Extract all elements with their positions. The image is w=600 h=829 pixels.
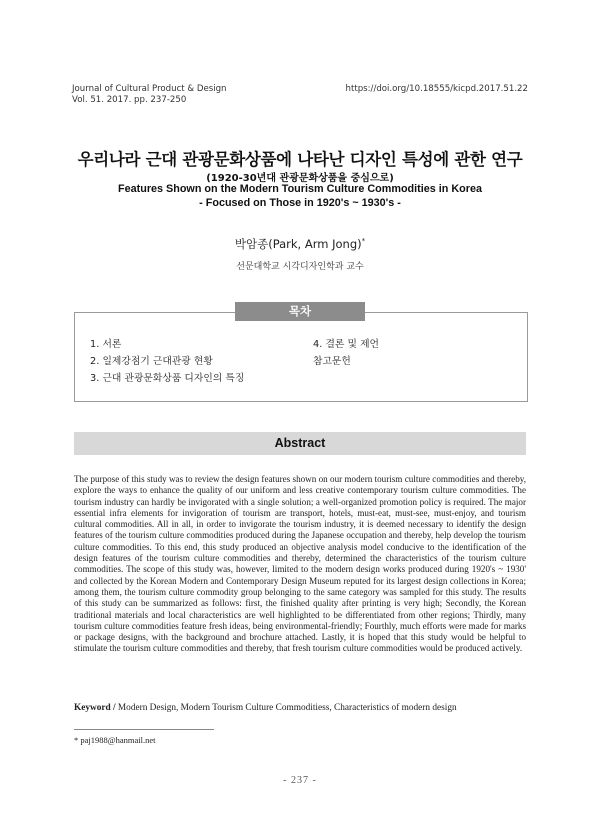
- journal-volume: Vol. 51. 2017. pp. 237-250: [72, 95, 187, 105]
- toc-left-column: [90, 336, 244, 387]
- footnote-divider: [74, 729, 214, 730]
- author-footnote-mark: *: [361, 237, 366, 246]
- journal-citation: [72, 84, 227, 106]
- paper-title-english: [0, 182, 600, 210]
- toc-heading: 목차: [235, 302, 365, 321]
- footnote-email: * paj1988@hanmail.net: [74, 735, 156, 745]
- english-title-line1: Features Shown on the Modern Tourism Culture Commodities in Korea: [118, 183, 482, 195]
- toc-item: 2. 일제강점기 근대관광 현황: [90, 356, 213, 367]
- toc-right-column: [313, 336, 379, 370]
- toc-item: 3. 근대 관광문화상품 디자인의 특징: [90, 373, 245, 384]
- toc-item: 4. 결론 및 제언: [313, 339, 380, 350]
- author-name: 박암종(Park, Arm Jong): [234, 237, 362, 251]
- paper-subtitle-korean: (1920-30년대 관광문화상품을 중심으로): [206, 173, 394, 184]
- abstract-heading: Abstract: [74, 432, 526, 455]
- page-number: - 237 -: [283, 775, 317, 786]
- english-title-line2: - Focused on Those in 1920's ~ 1930's -: [199, 197, 401, 209]
- keywords: [74, 703, 534, 713]
- keyword-text: Modern Design, Modern Tourism Culture Commoditiess, Characteristics of modern design: [115, 703, 457, 713]
- paper-title-korean: 우리나라 근대 관광문화상품에 나타난 디자인 특성에 관한 연구: [77, 150, 523, 169]
- doi-link[interactable]: https://doi.org/10.18555/kicpd.2017.51.22: [345, 84, 528, 94]
- author-affiliation: 선문대학교 시각디자인학과 교수: [236, 262, 364, 272]
- author: [0, 236, 600, 252]
- keyword-label: Keyword /: [74, 703, 116, 713]
- toc-item: 참고문헌: [313, 356, 351, 367]
- toc-item: 1. 서론: [90, 339, 122, 350]
- abstract-body: The purpose of this study was to review the design features shown on our modern tourism culture commodities and thereby, explore the ways to enhance the quality of our uniform and less creative contemporary tourism culture commodities. The tourism industry can hardly be invigorated with a single solution; a well-organized promotion policy is required. The major essential infra elements for invigoration of tourism are transport, hotels, must-eat, must-see, must-enjoy, and tourism cultural commodities. All in all, in order to invigorate the tourism industry, it is deemed necessary to identify the design features of the tourism culture commodities produced during the Japanese occupation and thereby, help develop the tourism culture commodities. To this end, this study produced an objective analysis model conducive to the identification of the design features of the tourism culture commodities and thereby, determined the characteristics of the tourism culture commodities. The scope of this study was, however, limited to the modern design works produced during 1920's ~ 1930' and collected by the Korean Modern and Contemporary Design Museum reputed for its largest design collections in Korea; among them, the tourism culture commodity group belonging to the same category was sampled for this study. The results of this study can be summarized as follows: first, the finished quality after printing is very high; Secondly, the Korean traditional materials and local characteristics are well highlighted to be differentiated from other regions; Thirdly, many tourism culture commodities feature fresh ideas, being environmental-friendly; Fourthly, much efforts were made for marks or package designs, with the background and brochure attached. Lastly, it is hoped that this study would be helpful to stimulate the tourism culture commodities and thereby, that fresh tourism culture commodities would be produced actively.: [74, 474, 526, 654]
- journal-name: Journal of Cultural Product & Design: [72, 84, 227, 94]
